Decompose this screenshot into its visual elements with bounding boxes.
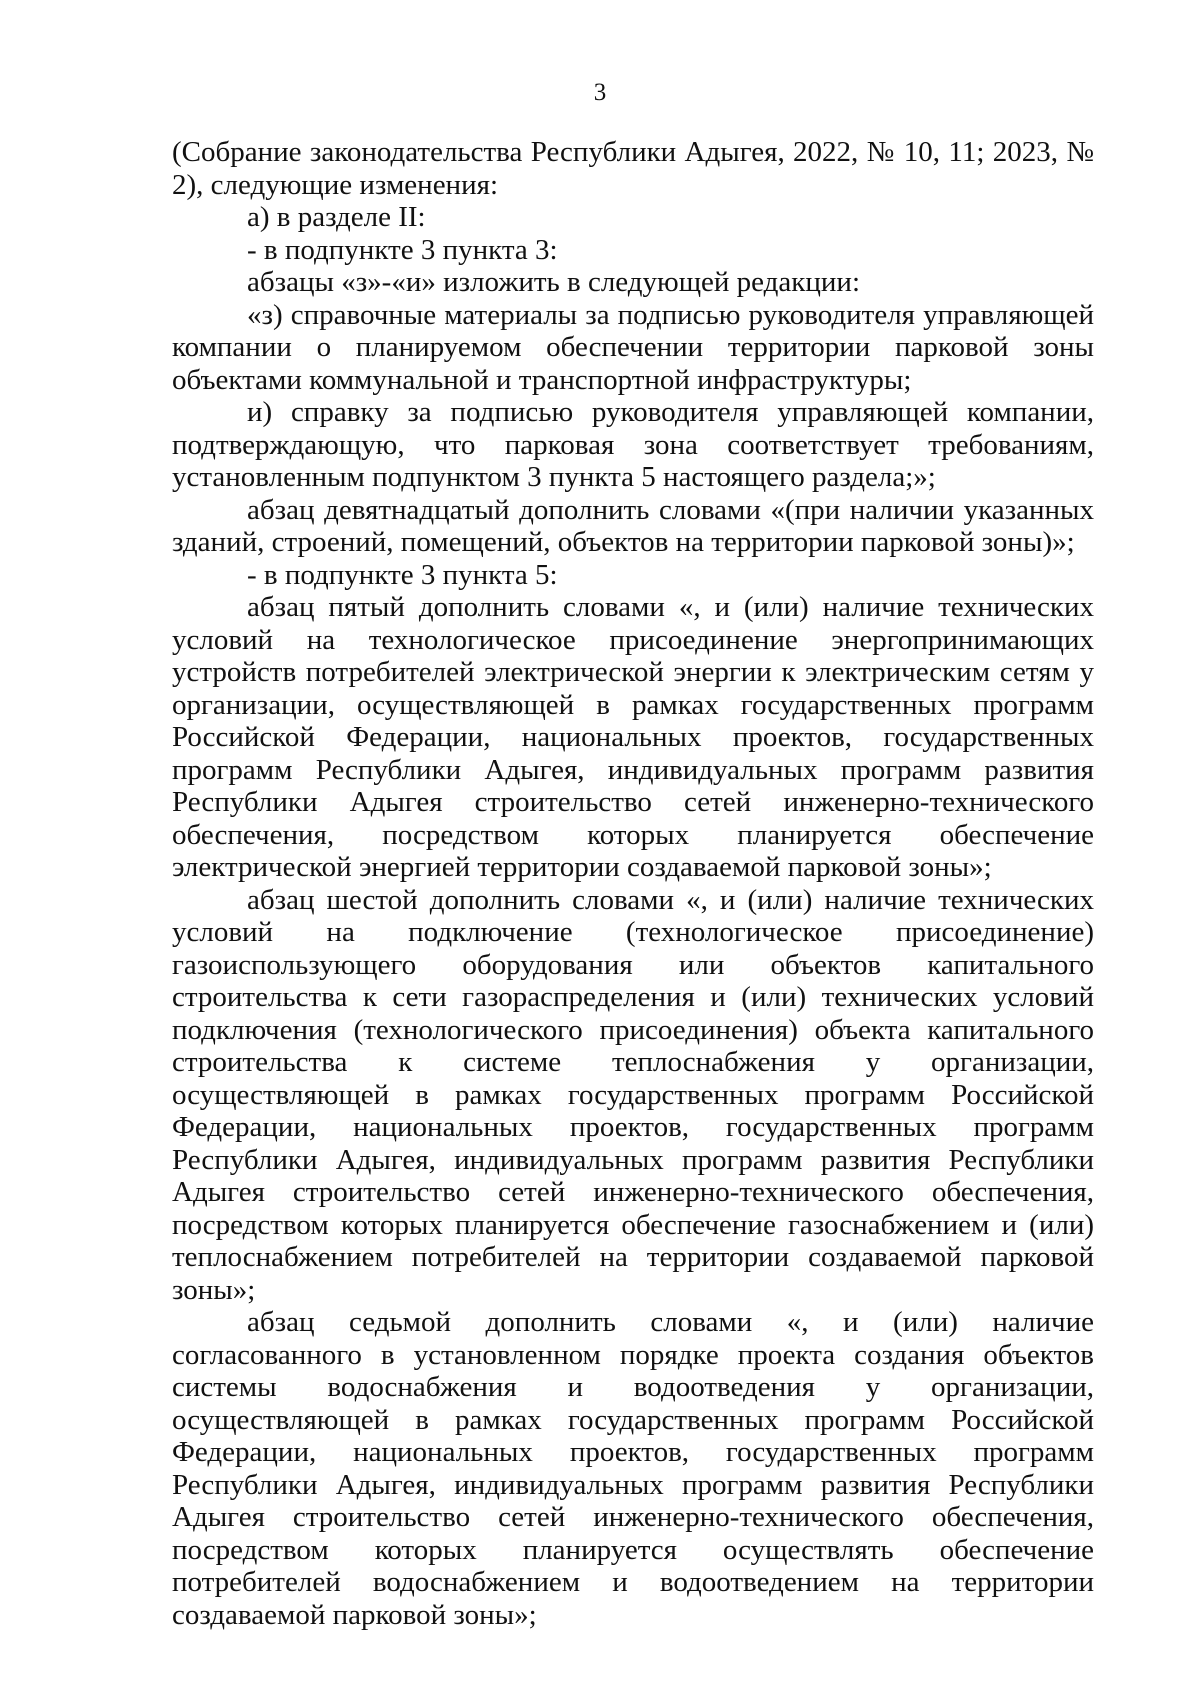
- paragraph-abzac-5: абзац пятый дополнить словами «, и (или) наличие технических условий на технологическое присоединение энергопринимающих устройств потребителей электрической энергии к электрическим сетям у организации, осуществляющей в рамках государственных программ Российской Федерации, национальных проектов, государственных программ Республики Адыгея, индивидуальных программ развития Республики Адыгея строительство сетей инженерно-технического обеспечения, посредством которых планируется обеспечение электрической энергией территории создаваемой парковой зоны»;: [172, 591, 1094, 883]
- paragraph-item-i: и) справку за подписью руководителя управляющей компании, подтверждающую, что парковая зона соответствует требованиям, установленным подпунктом 3 пункта 5 настоящего раздела;»;: [172, 396, 1094, 493]
- document-body: [172, 136, 1094, 1631]
- paragraph-abzac-19: абзац девятнадцатый дополнить словами «(при наличии указанных зданий, строений, помещений, объектов на территории парковой зоны)»;: [172, 493, 1094, 558]
- paragraph-section-ii: а) в разделе II:: [247, 201, 426, 233]
- paragraph-abzac-7: абзац седьмой дополнить словами «, и (или) наличие согласованного в установленном порядке проекта создания объектов системы водоснабжения и водоотведения у организации, осуществляющей в рамках государственных программ Российской Федерации, национальных проектов, государственных программ Республики Адыгея, индивидуальных программ развития Республики Адыгея строительство сетей инженерно-технического обеспечения, посредством которых планируется осуществлять обеспечение потребителей водоснабжением и водоотведением на территории создаваемой парковой зоны»;: [172, 1306, 1094, 1631]
- page-number: 3: [593, 79, 607, 106]
- paragraph-subitem-3-point-3: - в подпункте 3 пункта 3:: [247, 233, 558, 266]
- paragraph-item-z: «з) справочные материалы за подписью руководителя управляющей компании о планируемом обеспечении территории парковой зоны объектами коммунальной и транспортной инфраструктуры;: [172, 298, 1094, 396]
- paragraph-abzac-6: абзац шестой дополнить словами «, и (или) наличие технических условий на подключение (технологическое присоединение) газоиспользующего оборудования или объектов капитального строительства к сети газораспределения и (или) технических условий подключения (технологического присоединения) объекта капитального строительства к системе теплоснабжения у организации, осуществляющей в рамках государственных программ Российской Федерации, национальных проектов, государственных программ Республики Адыгея, индивидуальных программ развития Республики Адыгея строительство сетей инженерно-технического обеспечения, посредством которых планируется обеспечение газоснабжением и (или) теплоснабжением потребителей на территории создаваемой парковой зоны»;: [172, 883, 1094, 1306]
- paragraph-subitem-3-point-5: - в подпункте 3 пункта 5:: [247, 558, 558, 591]
- paragraph-continuation: (Собрание законодательства Республики Адыгея, 2022, № 10, 11; 2023, № 2), следующие изменения:: [172, 136, 1094, 201]
- paragraph-abzacy-z-i: абзацы «з»-«и» изложить в следующей редакции:: [247, 266, 861, 298]
